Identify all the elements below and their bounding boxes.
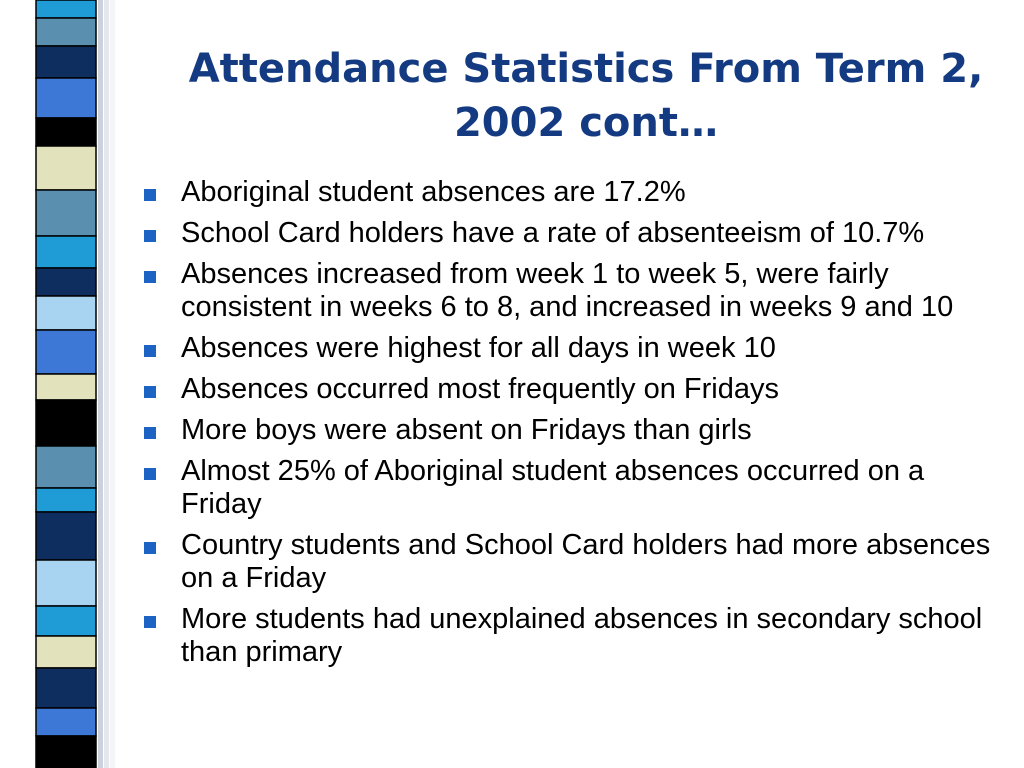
- stripe-block: [36, 400, 96, 446]
- bullet-text: Country students and School Card holders had more absences on a Friday: [181, 529, 991, 594]
- bullet-text: Absences occurred most frequently on Fridays: [181, 373, 779, 405]
- stripe-block: [36, 0, 96, 18]
- bullet-list: [140, 176, 1000, 677]
- stripe-block: [36, 636, 96, 668]
- stripe-block: [36, 708, 96, 736]
- stripe-block: [36, 18, 96, 46]
- bullet-item: [140, 176, 1000, 209]
- stripe-block: [36, 560, 96, 606]
- stripe-block: [36, 606, 96, 636]
- bullet-text: School Card holders have a rate of absenteeism of 10.7%: [181, 217, 925, 249]
- bullet-item: [140, 529, 1000, 595]
- stripe-block: [36, 374, 96, 400]
- bullet-item: [140, 373, 1000, 406]
- stripe-block: [36, 512, 96, 560]
- bullet-text: Aboriginal student absences are 17.2%: [181, 176, 686, 208]
- stripe-block: [36, 190, 96, 236]
- stripe-block: [36, 330, 96, 374]
- stripe-block: [36, 668, 96, 708]
- bullet-item: [140, 414, 1000, 447]
- bullet-text: Almost 25% of Aboriginal student absences occurred on a Friday: [181, 455, 925, 520]
- stripe-block: [36, 236, 96, 268]
- square-bullet-icon: [144, 230, 156, 242]
- stripe-block: [36, 78, 96, 118]
- bullet-text: Absences increased from week 1 to week 5, were fairly consistent in weeks 6 to 8, and increased in weeks 9 and 10: [181, 258, 954, 323]
- square-bullet-icon: [144, 189, 156, 201]
- square-bullet-icon: [144, 616, 156, 628]
- square-bullet-icon: [144, 468, 156, 480]
- stripe-shadow: [104, 0, 109, 768]
- stripe-block: [36, 296, 96, 330]
- stripe-block: [36, 488, 96, 512]
- stripe-block: [36, 46, 96, 78]
- stripe-block: [36, 268, 96, 296]
- bullet-item: [140, 455, 1000, 521]
- stripe-shadow: [110, 0, 115, 768]
- bullet-text: More students had unexplained absences in secondary school than primary: [181, 603, 983, 668]
- square-bullet-icon: [144, 386, 156, 398]
- bullet-item: [140, 332, 1000, 365]
- stripe-block: [36, 146, 96, 190]
- bullet-item: [140, 603, 1000, 669]
- square-bullet-icon: [144, 427, 156, 439]
- bullet-text: Absences were highest for all days in week 10: [181, 332, 776, 364]
- bullet-item: [140, 217, 1000, 250]
- square-bullet-icon: [144, 345, 156, 357]
- square-bullet-icon: [144, 542, 156, 554]
- decorative-stripe: [0, 0, 120, 768]
- stripe-shadow: [98, 0, 103, 768]
- bullet-text: More boys were absent on Fridays than girls: [181, 414, 752, 446]
- stripe-block: [36, 446, 96, 488]
- stripe-block: [36, 118, 96, 146]
- bullet-item: [140, 258, 1000, 324]
- square-bullet-icon: [144, 271, 156, 283]
- slide-title: Attendance Statistics From Term 2, 2002 cont…: [188, 46, 984, 146]
- stripe-block: [36, 736, 96, 768]
